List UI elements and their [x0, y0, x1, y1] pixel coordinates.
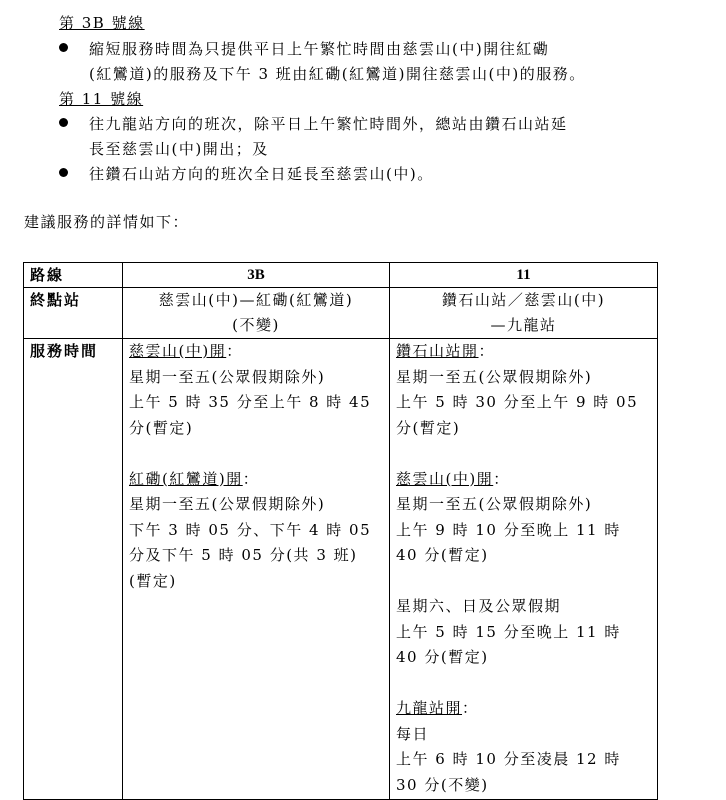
route-3b-header: 3B — [123, 263, 390, 288]
route-11-header: 11 — [390, 263, 658, 288]
intro-text: 建議服務的詳情如下： — [24, 213, 190, 231]
departure-title: 紅磡(紅鸞道)開 — [129, 469, 243, 488]
service-details-table — [23, 262, 658, 800]
departure-title: 鑽石山站開 — [396, 342, 479, 360]
bullet-icon — [59, 168, 68, 177]
route-3b-heading: 第 3B 號線 — [59, 14, 145, 32]
bullet-icon — [59, 43, 68, 52]
terminus-11-cell: 鑽石山站／慈雲山(中) —九龍站 — [390, 288, 658, 339]
table-header-row — [24, 263, 658, 288]
departure-title: 九龍站開 — [396, 699, 463, 717]
bullet-icon — [59, 118, 68, 127]
service-hours-3b-cell: 慈雲山(中)開： 星期一至五(公眾假期除外) 上午 5 時 35 分至上午 8 時 45 分(暫定) 紅磡(紅鸞道)開： 星期一至五(公眾假期除外) 下午 3 時 05 分、下午 4 時 05 分及下午 5 時 05 分(共 3 班) (暫定) — [123, 339, 390, 800]
service-hours-11-cell: 鑽石山站開： 星期一至五(公眾假期除外) 上午 5 時 30 分至上午 9 時 05 分(暫定) 慈雲山(中)開： 星期一至五(公眾假期除外) 上午 9 時 10 分至晚上 11 時 40 分(暫定) 星期六、日及公眾假期 上午 5 時 15 分至晚上 11 時 40 分(暫定) 九龍站開： 每日 上午 6 時 10 分至凌晨 12 時 30 分(不變) — [390, 339, 658, 800]
departure-title: 慈雲山(中)開 — [129, 342, 227, 360]
service-hours-label: 服務時間 — [24, 339, 123, 800]
route-11-heading: 第 11 號線 — [59, 90, 144, 108]
terminus-row — [24, 288, 658, 339]
terminus-3b-cell: 慈雲山(中)—紅磡(紅鸞道) (不變) — [123, 288, 390, 339]
route-header-label: 路線 — [24, 263, 123, 288]
terminus-label: 終點站 — [24, 288, 123, 339]
departure-title: 慈雲山(中)開 — [396, 469, 494, 488]
service-hours-row — [24, 339, 658, 800]
document-page: 第 3B 號線 縮短服務時間為只提供平日上午繁忙時間由慈雲山(中)開往紅磡 (紅鸞道)的服務及下午 3 班由紅磡(紅鸞道)開往慈雲山(中)的服務。 第 11 號線 往九龍站方向的班次，除平日上午繁忙時間外，總站由鑽石山站延 長至慈雲山(中)開出；及 往鑽石山站方向的班次全日延長至慈雲山(中)。 建議服務的詳情如下： 路線 3B 11 終點站 慈雲山(中)—紅磡(紅鸞道) (不變) 鑽石山站／慈雲山(中) —九龍站 服務時間 慈雲山(中)開： 星期一至五(公眾假期除外) 上午 5 時 35 分至上午 8 時 45 分(暫定) 紅磡(紅鸞道)開： 星期一至五(公眾假期除外) 下午 3 時 05 分、下午 4 時 05 分及下午 5 時 05 分(共 3 班) (暫定) 鑽石山站開： 星期一至五(公眾假期除外) 上午 5 時 30 分至上午 9 時 05 分(暫定) 慈雲山(中)開： 星期一至五(公眾假期除外) 上午 9 時 10 分至晚上 11 時 40 分(暫定) 星期六、日及公眾假期 上午 5 時 15 分至晚上 11 時 40 分(暫定) 九龍站開： 每日 上午 6 時 10 分至凌晨 12 時 30 分(不變) — [0, 0, 726, 800]
